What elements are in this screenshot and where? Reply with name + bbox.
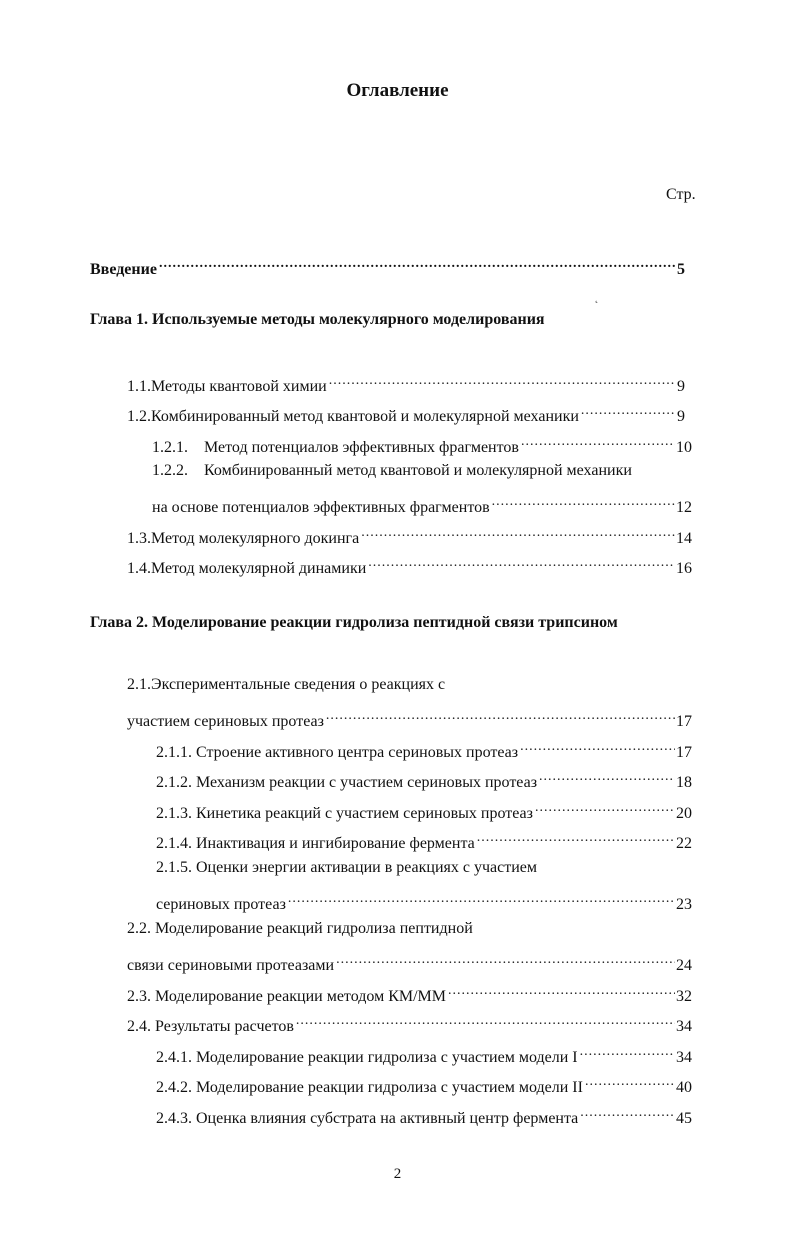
toc-entry-page: 34: [676, 1018, 692, 1035]
toc-entry-text: 1.2.Комбинированный метод квантовой и молекулярной механики: [127, 408, 579, 425]
toc-entry-2-3[interactable]: [127, 979, 692, 1005]
toc-leader-dots: [518, 735, 675, 757]
toc-leader-dots: [286, 887, 675, 909]
toc-entry-1-2-2[interactable]: [152, 490, 692, 516]
toc-entry-2-1-2[interactable]: [156, 765, 692, 791]
toc-leader-dots: [578, 1101, 675, 1123]
toc-entry-page: 17: [676, 744, 692, 761]
toc-entry-2-4-2[interactable]: [156, 1070, 692, 1096]
toc-entry-text: 2.3. Моделирование реакции методом КМ/ММ: [127, 988, 446, 1005]
toc-leader-dots: [324, 704, 675, 726]
toc-leader-dots: [579, 399, 676, 421]
toc-entry-2-1-5-line1[interactable]: 2.1.5. Оценки энергии активации в реакциях с участием: [156, 859, 538, 876]
toc-entry-page: 12: [676, 499, 692, 516]
toc-entry-2-4[interactable]: [127, 1009, 692, 1035]
toc-entry-2-1-1[interactable]: [156, 735, 692, 761]
toc-entry-1-2[interactable]: [127, 399, 685, 425]
toc-entry-page: 5: [677, 261, 685, 278]
toc-entry-2-1-4[interactable]: [156, 826, 692, 852]
toc-entry-1-2-1[interactable]: [152, 430, 692, 456]
toc-leader-dots: [294, 1009, 675, 1031]
toc-chapter-2[interactable]: Глава 2. Моделирование реакции гидролиза пептидной связи трипсином: [90, 614, 618, 631]
toc-entry-text: 2.1.1. Строение активного центра сериновых протеаз: [156, 744, 519, 761]
toc-entry-2-2-line1[interactable]: 2.2. Моделирование реакций гидролиза пептидной: [127, 920, 473, 937]
toc-entry-page: 9: [677, 408, 685, 425]
page-title: Оглавление: [346, 80, 449, 101]
toc-entry-2-1[interactable]: [127, 704, 692, 730]
toc-leader-dots: [533, 796, 675, 818]
toc-chapter-1[interactable]: Глава 1. Используемые методы молекулярного моделирования: [90, 311, 545, 328]
toc-leader-dots: [446, 979, 675, 1001]
toc-entry-page: 16: [676, 560, 692, 577]
toc-leader-dots: [366, 551, 675, 573]
toc-entry-page: 17: [676, 713, 692, 730]
toc-entry-page: 22: [676, 835, 692, 852]
toc-entry-1-2-2-line1[interactable]: 1.2.2. Комбинированный метод квантовой и молекулярной механики: [152, 462, 632, 479]
toc-entry-text: Введение: [90, 261, 157, 278]
toc-entry-2-4-1[interactable]: [156, 1040, 692, 1066]
toc-entry-page: 20: [676, 805, 692, 822]
toc-entry-text: 1.4.Метод молекулярной динамики: [127, 560, 367, 577]
toc-leader-dots: [359, 521, 675, 543]
toc-entry-text: участием сериновых протеаз: [127, 713, 324, 730]
toc-entry-page: 9: [677, 378, 685, 395]
toc-entry-page: 40: [676, 1079, 692, 1096]
toc-entry-text: 2.4.3. Оценка влияния субстрата на активный центр фермента: [156, 1110, 579, 1127]
toc-entry-page: 45: [676, 1110, 692, 1127]
toc-leader-dots: [537, 765, 675, 787]
toc-entry-text: сериновых протеаз: [156, 896, 286, 913]
toc-leader-dots: [519, 430, 675, 452]
toc-entry-1-4[interactable]: [127, 551, 692, 577]
toc-entry-2-1-3[interactable]: [156, 796, 692, 822]
toc-entry-intro[interactable]: [90, 252, 685, 278]
toc-entry-text: на основе потенциалов эффективных фрагментов: [152, 499, 490, 516]
toc-entry-2-2[interactable]: [127, 948, 692, 974]
toc-entry-text: связи сериновыми протеазами: [127, 957, 335, 974]
toc-entry-text: 1.3.Метод молекулярного докинга: [127, 530, 360, 547]
toc-entry-text: 2.4.1. Моделирование реакции гидролиза с участием модели I: [156, 1049, 578, 1066]
toc-entry-1-3[interactable]: [127, 521, 692, 547]
toc-entry-page: 32: [676, 988, 692, 1005]
page-number: 2: [393, 1166, 402, 1182]
page-column-label: Стр.: [666, 186, 696, 203]
toc-leader-dots: [490, 490, 675, 512]
toc-leader-dots: [475, 826, 675, 848]
toc-entry-page: 23: [676, 896, 692, 913]
toc-entry-2-1-line1[interactable]: 2.1.Экспериментальные сведения о реакциях с: [127, 676, 446, 693]
toc-entry-page: 18: [676, 774, 692, 791]
toc-entry-1-1[interactable]: [127, 369, 685, 395]
toc-entry-page: 10: [676, 439, 692, 456]
toc-entry-text: 2.1.3. Кинетика реакций с участием сериновых протеаз: [156, 805, 533, 822]
toc-entry-text: 2.4.2. Моделирование реакции гидролиза с участием модели II: [156, 1079, 583, 1096]
toc-leader-dots: [578, 1040, 675, 1062]
toc-leader-dots: [157, 252, 676, 274]
toc-entry-page: 34: [676, 1049, 692, 1066]
toc-leader-dots: [583, 1070, 675, 1092]
scan-speck: ˛: [595, 293, 599, 304]
toc-entry-text: 2.1.2. Механизм реакции с участием сериновых протеаз: [156, 774, 538, 791]
toc-entry-text: 1.2.1. Метод потенциалов эффективных фрагментов: [152, 439, 519, 456]
toc-leader-dots: [334, 948, 675, 970]
toc-entry-2-1-5[interactable]: [156, 887, 692, 913]
toc-entry-text: 2.1.4. Инактивация и ингибирование фермента: [156, 835, 475, 852]
toc-entry-2-4-3[interactable]: [156, 1101, 692, 1127]
toc-entry-page: 14: [676, 530, 692, 547]
toc-leader-dots: [327, 369, 676, 391]
toc-entry-page: 24: [676, 957, 692, 974]
toc-entry-text: 1.1.Методы квантовой химии: [127, 378, 327, 395]
toc-entry-text: 2.4. Результаты расчетов: [127, 1018, 294, 1035]
